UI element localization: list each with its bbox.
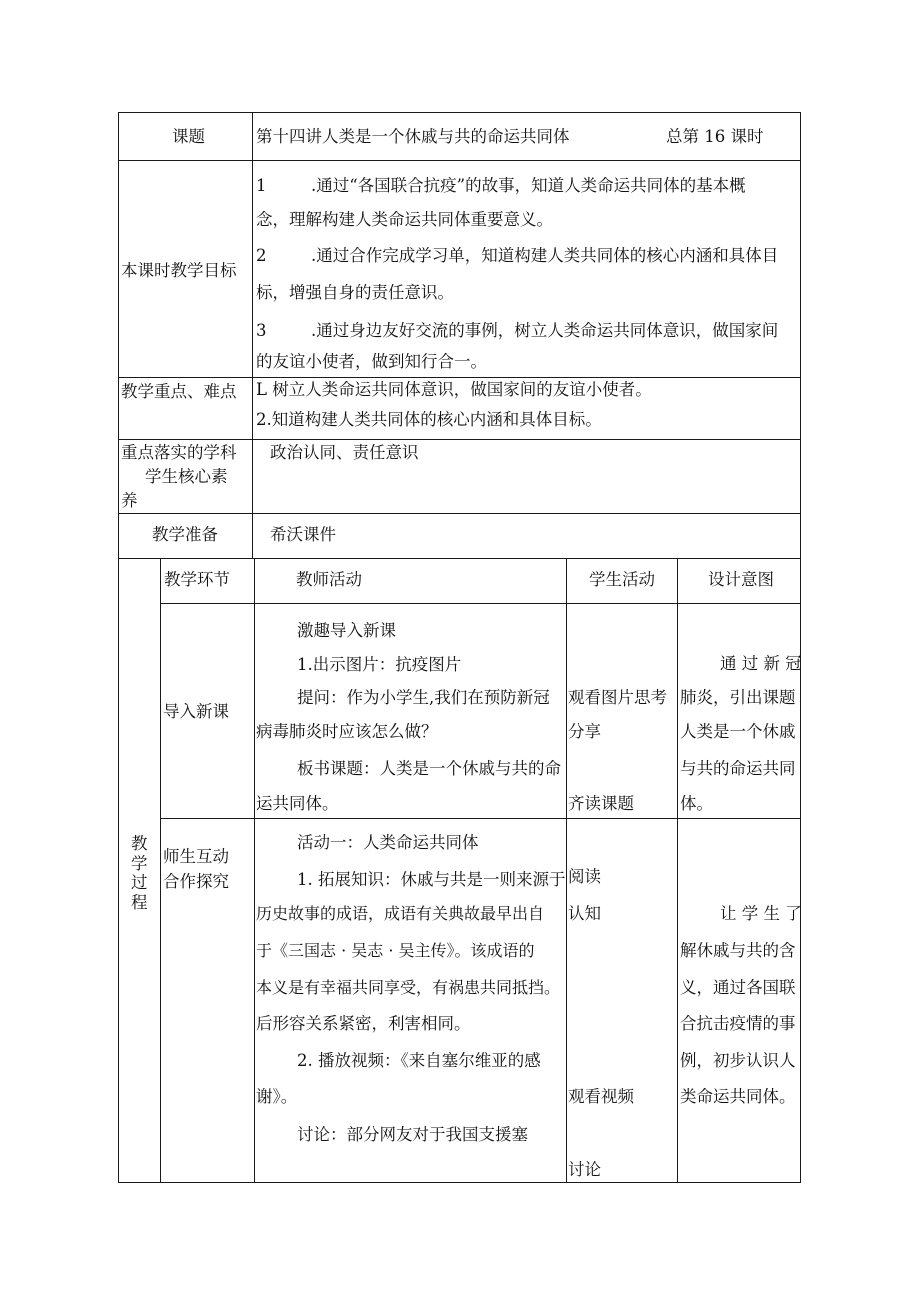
row-divider [118,513,801,514]
objective-number: 2 [256,246,267,265]
teacher-activity-line: 1. 拓展知识：休戚与共是一则来源于 [297,870,566,889]
design-intent-line: 肺炎，引出课题 [680,688,796,707]
teacher-activity-line: 板书课题：人类是一个休戚与共的命 [297,759,561,778]
design-intent-line: 解休戚与共的含 [680,941,796,960]
table-border-bottom [118,1182,801,1183]
column-header: 教师活动 [296,570,362,589]
design-intent-line: 合抗击疫情的事 [680,1014,796,1033]
literacy-label-line1: 重点落实的学科 [121,443,237,462]
teacher-activity-line: 后形容关系紧密，利害相同。 [256,1014,471,1033]
teacher-activity-line: 活动一：人类命运共同体 [297,833,479,852]
design-intent-line: 体。 [680,794,713,813]
row-divider [118,439,801,440]
column-divider [254,558,255,1183]
key-point-item: 2.知道构建人类共同体的核心内涵和具体目标。 [256,410,602,429]
design-intent-line: 类命运共同体。 [680,1087,796,1106]
table-border-left [118,112,119,1183]
objectives-label: 本课时教学目标 [121,261,237,280]
row-divider [160,818,801,819]
design-intent-line: 人类是一个休戚 [680,722,796,741]
teacher-activity-line: 提问：作为小学生,我们在预防新冠 [297,688,550,707]
student-activity-line: 讨论 [568,1160,601,1179]
objective-text: 的友谊小使者，做到知行合一。 [256,352,487,371]
stage-name: 合作探究 [163,872,229,891]
design-intent-line: 与共的命运共同 [680,759,796,778]
design-intent-line: 让 学 生 了 [720,904,802,923]
objective-text: 标，增强自身的责任意识。 [256,283,454,302]
literacy-label-line3: 养 [121,491,138,510]
teacher-activity-line: 于《三国志 · 吴志 · 吴主传》。该成语的 [256,941,535,960]
column-divider [160,558,161,1183]
stage-name: 导入新课 [163,702,229,721]
teacher-activity-line: 讨论：部分网友对于我国支援塞 [297,1125,528,1144]
key-point-item: L 树立人类命运共同体意识，做国家间的友谊小使者。 [256,380,652,399]
objective-number: 3 [256,321,267,340]
objective-text: 念，理解构建人类命运共同体重要意义。 [256,210,553,229]
student-activity-line: 认知 [568,904,601,923]
column-header: 设计意图 [708,570,774,589]
column-divider [566,558,567,1183]
teacher-activity-line: 本义是有幸福共同享受，有祸患共同抵挡。 [256,978,561,997]
student-activity-line: 阅读 [568,867,601,886]
row-divider [118,377,801,378]
preparation-label: 教学准备 [152,525,218,544]
row-divider [160,603,801,604]
teacher-activity-line: 谢》。 [256,1087,298,1106]
teacher-activity-line: 1.出示图片：抗疫图片 [297,655,462,674]
row-divider [118,160,801,161]
design-intent-line: 通 过 新 冠 [720,654,802,673]
column-header: 学生活动 [589,570,655,589]
objective-text: .通过“各国联合抗疫”的故事，知道人类命运共同体的基本概 [311,176,746,195]
process-side-label: 过 [131,873,148,892]
student-activity-line: 分享 [568,722,601,741]
key-points-label: 教学重点、难点 [121,382,237,401]
row-divider [118,558,801,559]
column-divider [677,558,678,1183]
student-activity-line: 观看视频 [568,1087,634,1106]
objective-text: .通过合作完成学习单，知道构建人类共同体的核心内涵和具体目 [311,246,779,265]
teacher-activity-line: 历史故事的成语，成语有关典故最早出自 [256,904,545,923]
stage-name: 师生互动 [163,847,229,866]
design-intent-line: 义，通过各国联 [680,978,796,997]
student-activity-line: 观看图片思考 [568,688,667,707]
objective-text: .通过身边友好交流的事例，树立人类命运共同体意识，做国家间 [311,321,779,340]
table-border-right [800,112,801,1183]
process-side-label: 教 [131,834,148,853]
column-divider [252,112,253,559]
design-intent-line: 例，初步认识人 [680,1051,796,1070]
topic-label: 课题 [172,127,205,146]
teacher-activity-line: 2. 播放视频：《来自塞尔维亚的感 [297,1051,541,1070]
column-header: 教学环节 [164,570,230,589]
topic-period: 总第 16 课时 [666,127,764,146]
objective-number: 1 [256,176,267,195]
student-activity-line: 齐读课题 [568,794,634,813]
literacy-label-line2: 学生核心素 [145,467,228,486]
process-side-label: 程 [131,893,148,912]
teacher-activity-line: 激趣导入新课 [297,621,396,640]
teacher-activity-line: 运共同体。 [256,794,339,813]
literacy-value: 政治认同、责任意识 [270,443,419,462]
preparation-value: 希沃课件 [270,525,336,544]
process-side-label: 学 [131,854,148,873]
table-border-top [118,112,801,113]
teacher-activity-line: 病毒肺炎时应该怎么做？ [256,722,438,741]
topic-title: 第十四讲人类是一个休戚与共的命运共同体 [256,127,570,146]
